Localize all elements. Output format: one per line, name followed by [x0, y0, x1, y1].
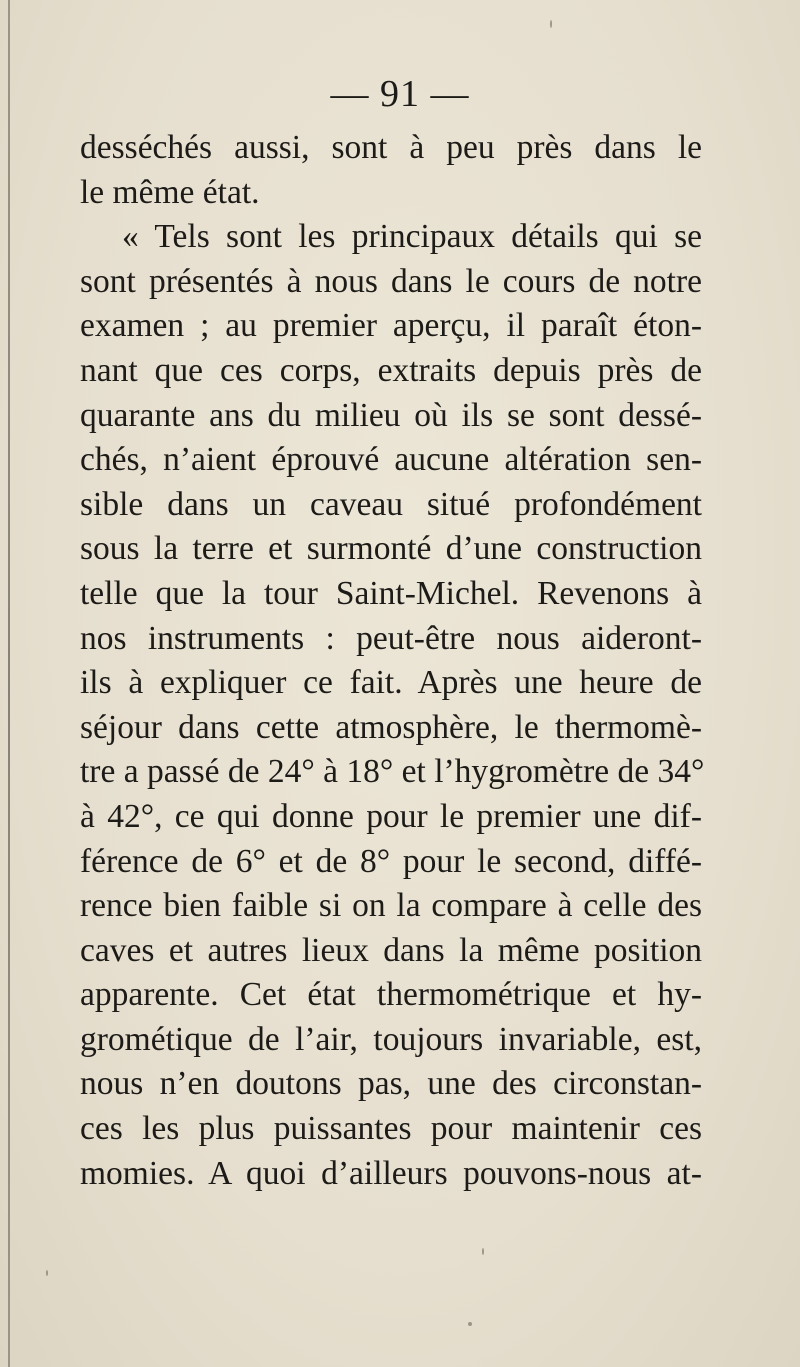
- paper-speck: [550, 20, 552, 28]
- page-binding-edge: [8, 0, 10, 1367]
- text-line: nous n’en doutons pas, une des circonstan-: [80, 1065, 702, 1103]
- text-line: nos instruments : peut-être nous aideront-: [80, 619, 702, 657]
- text-line: séjour dans cette atmosphère, le thermomè-: [80, 708, 702, 746]
- text-line: desséchés aussi, sont à peu près dans le: [80, 129, 702, 166]
- text-line: tre a passé de 24° à 18° et l’hygromètre de 34°: [80, 753, 705, 791]
- text-line: momies. A quoi d’ailleurs pouvons-nous at-: [80, 1154, 702, 1192]
- text-line: caves et autres lieux dans la même position: [80, 931, 702, 969]
- text-line: le même état.: [80, 173, 260, 211]
- text-line: sible dans un caveau situé profondément: [80, 485, 702, 523]
- text-line: ils à expliquer ce fait. Après une heure de: [80, 664, 702, 702]
- text-line: sous la terre et surmonté d’une construction: [80, 530, 702, 568]
- paper-speck: [46, 1270, 48, 1276]
- text-line: chés, n’aient éprouvé aucune altération sen-: [80, 441, 702, 479]
- text-line: grométique de l’air, toujours invariable, est,: [80, 1020, 702, 1058]
- text-line: apparente. Cet état thermométrique et hy-: [80, 976, 702, 1014]
- text-line: examen ; au premier aperçu, il paraît éton-: [80, 307, 702, 345]
- paper-speck: [482, 1248, 484, 1255]
- text-line: telle que la tour Saint-Michel. Revenons à: [80, 574, 702, 612]
- text-line: rence bien faible si on la compare à celle des: [80, 887, 702, 925]
- paper-speck: [468, 1322, 472, 1326]
- text-line: ces les plus puissantes pour maintenir ces: [80, 1110, 702, 1148]
- text-line: férence de 6° et de 8° pour le second, diffé-: [80, 842, 702, 880]
- text-line: « Tels sont les principaux détails qui se: [122, 218, 702, 256]
- text-line: quarante ans du milieu où ils se sont dessé-: [80, 396, 702, 434]
- body-text: [80, 126, 705, 1196]
- text-line: à 42°, ce qui donne pour le premier une dif-: [80, 797, 702, 835]
- page-number: — 91 —: [330, 73, 470, 115]
- text-line: nant que ces corps, extraits depuis près de: [80, 351, 702, 389]
- text-line: sont présentés à nous dans le cours de notre: [80, 262, 702, 300]
